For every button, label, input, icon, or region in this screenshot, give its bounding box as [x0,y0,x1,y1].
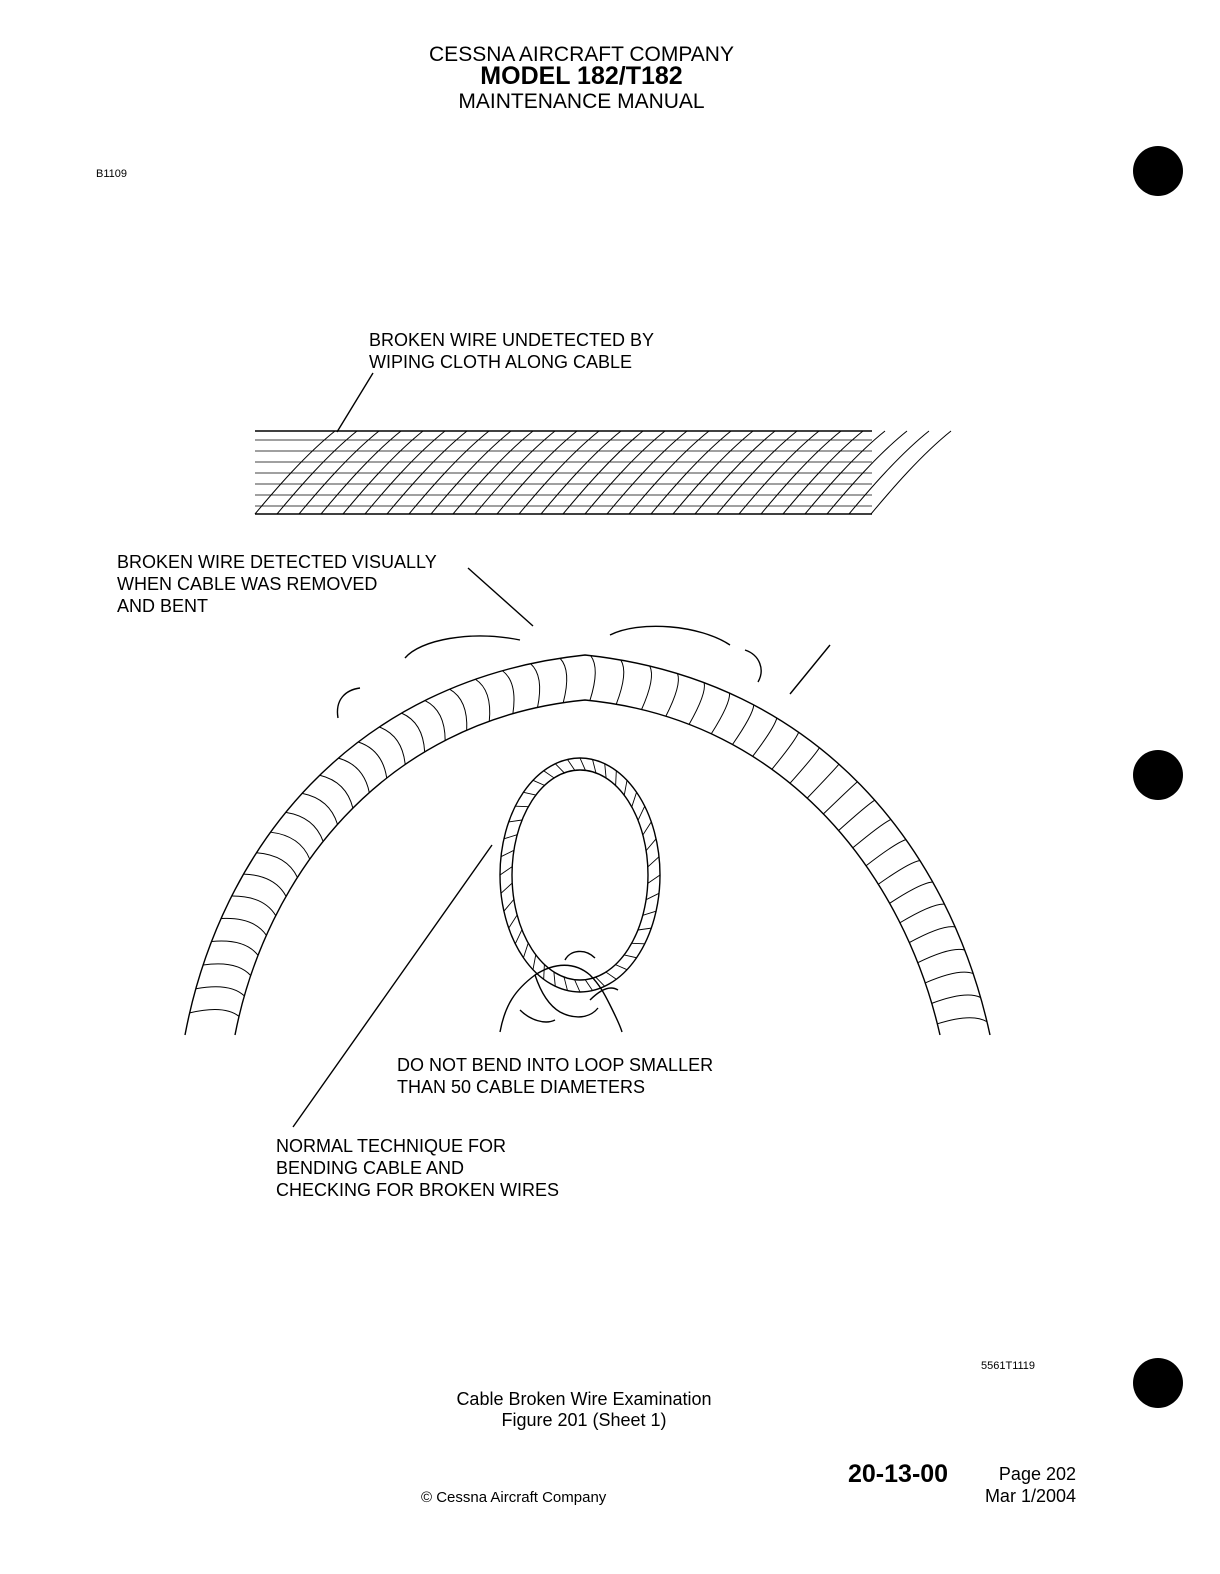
revision-date: Mar 1/2004 [984,1486,1076,1506]
callout-broken-wire-undetected: BROKEN WIRE UNDETECTED BY WIPING CLOTH ALONG CABLE [369,330,655,372]
callout-do-not-bend: DO NOT BEND INTO LOOP SMALLER THAN 50 CABLE DIAMETERS [397,1055,714,1097]
company-name: CESSNA AIRCRAFT COMPANY [429,43,734,66]
figure-title: Cable Broken Wire Examination [456,1389,712,1409]
leader-broken-end [790,645,830,694]
straight-cable-drawing [255,431,951,514]
callout-normal-technique: NORMAL TECHNIQUE FOR BENDING CABLE AND CHECKING FOR BROKEN WIRES [276,1136,560,1200]
callout-broken-wire-detected: BROKEN WIRE DETECTED VISUALLY WHEN CABLE WAS REMOVED AND BENT [117,552,437,616]
manual-title: MAINTENANCE MANUAL [458,90,705,113]
bent-cable-drawing [185,655,990,1035]
leader-undetected [337,373,373,432]
illustration-id: B1109 [96,168,127,180]
figure-number: Figure 201 (Sheet 1) [501,1410,667,1430]
page-number: Page 202 [998,1464,1076,1484]
section-number: 20-13-00 [848,1460,949,1488]
model-title: MODEL 182/T182 [480,62,683,90]
cable-loop-in-hand-drawing [500,758,660,1032]
leader-detected [468,568,533,626]
copyright: © Cessna Aircraft Company [421,1489,607,1506]
drawing-number: 5561T1119 [981,1360,1036,1372]
